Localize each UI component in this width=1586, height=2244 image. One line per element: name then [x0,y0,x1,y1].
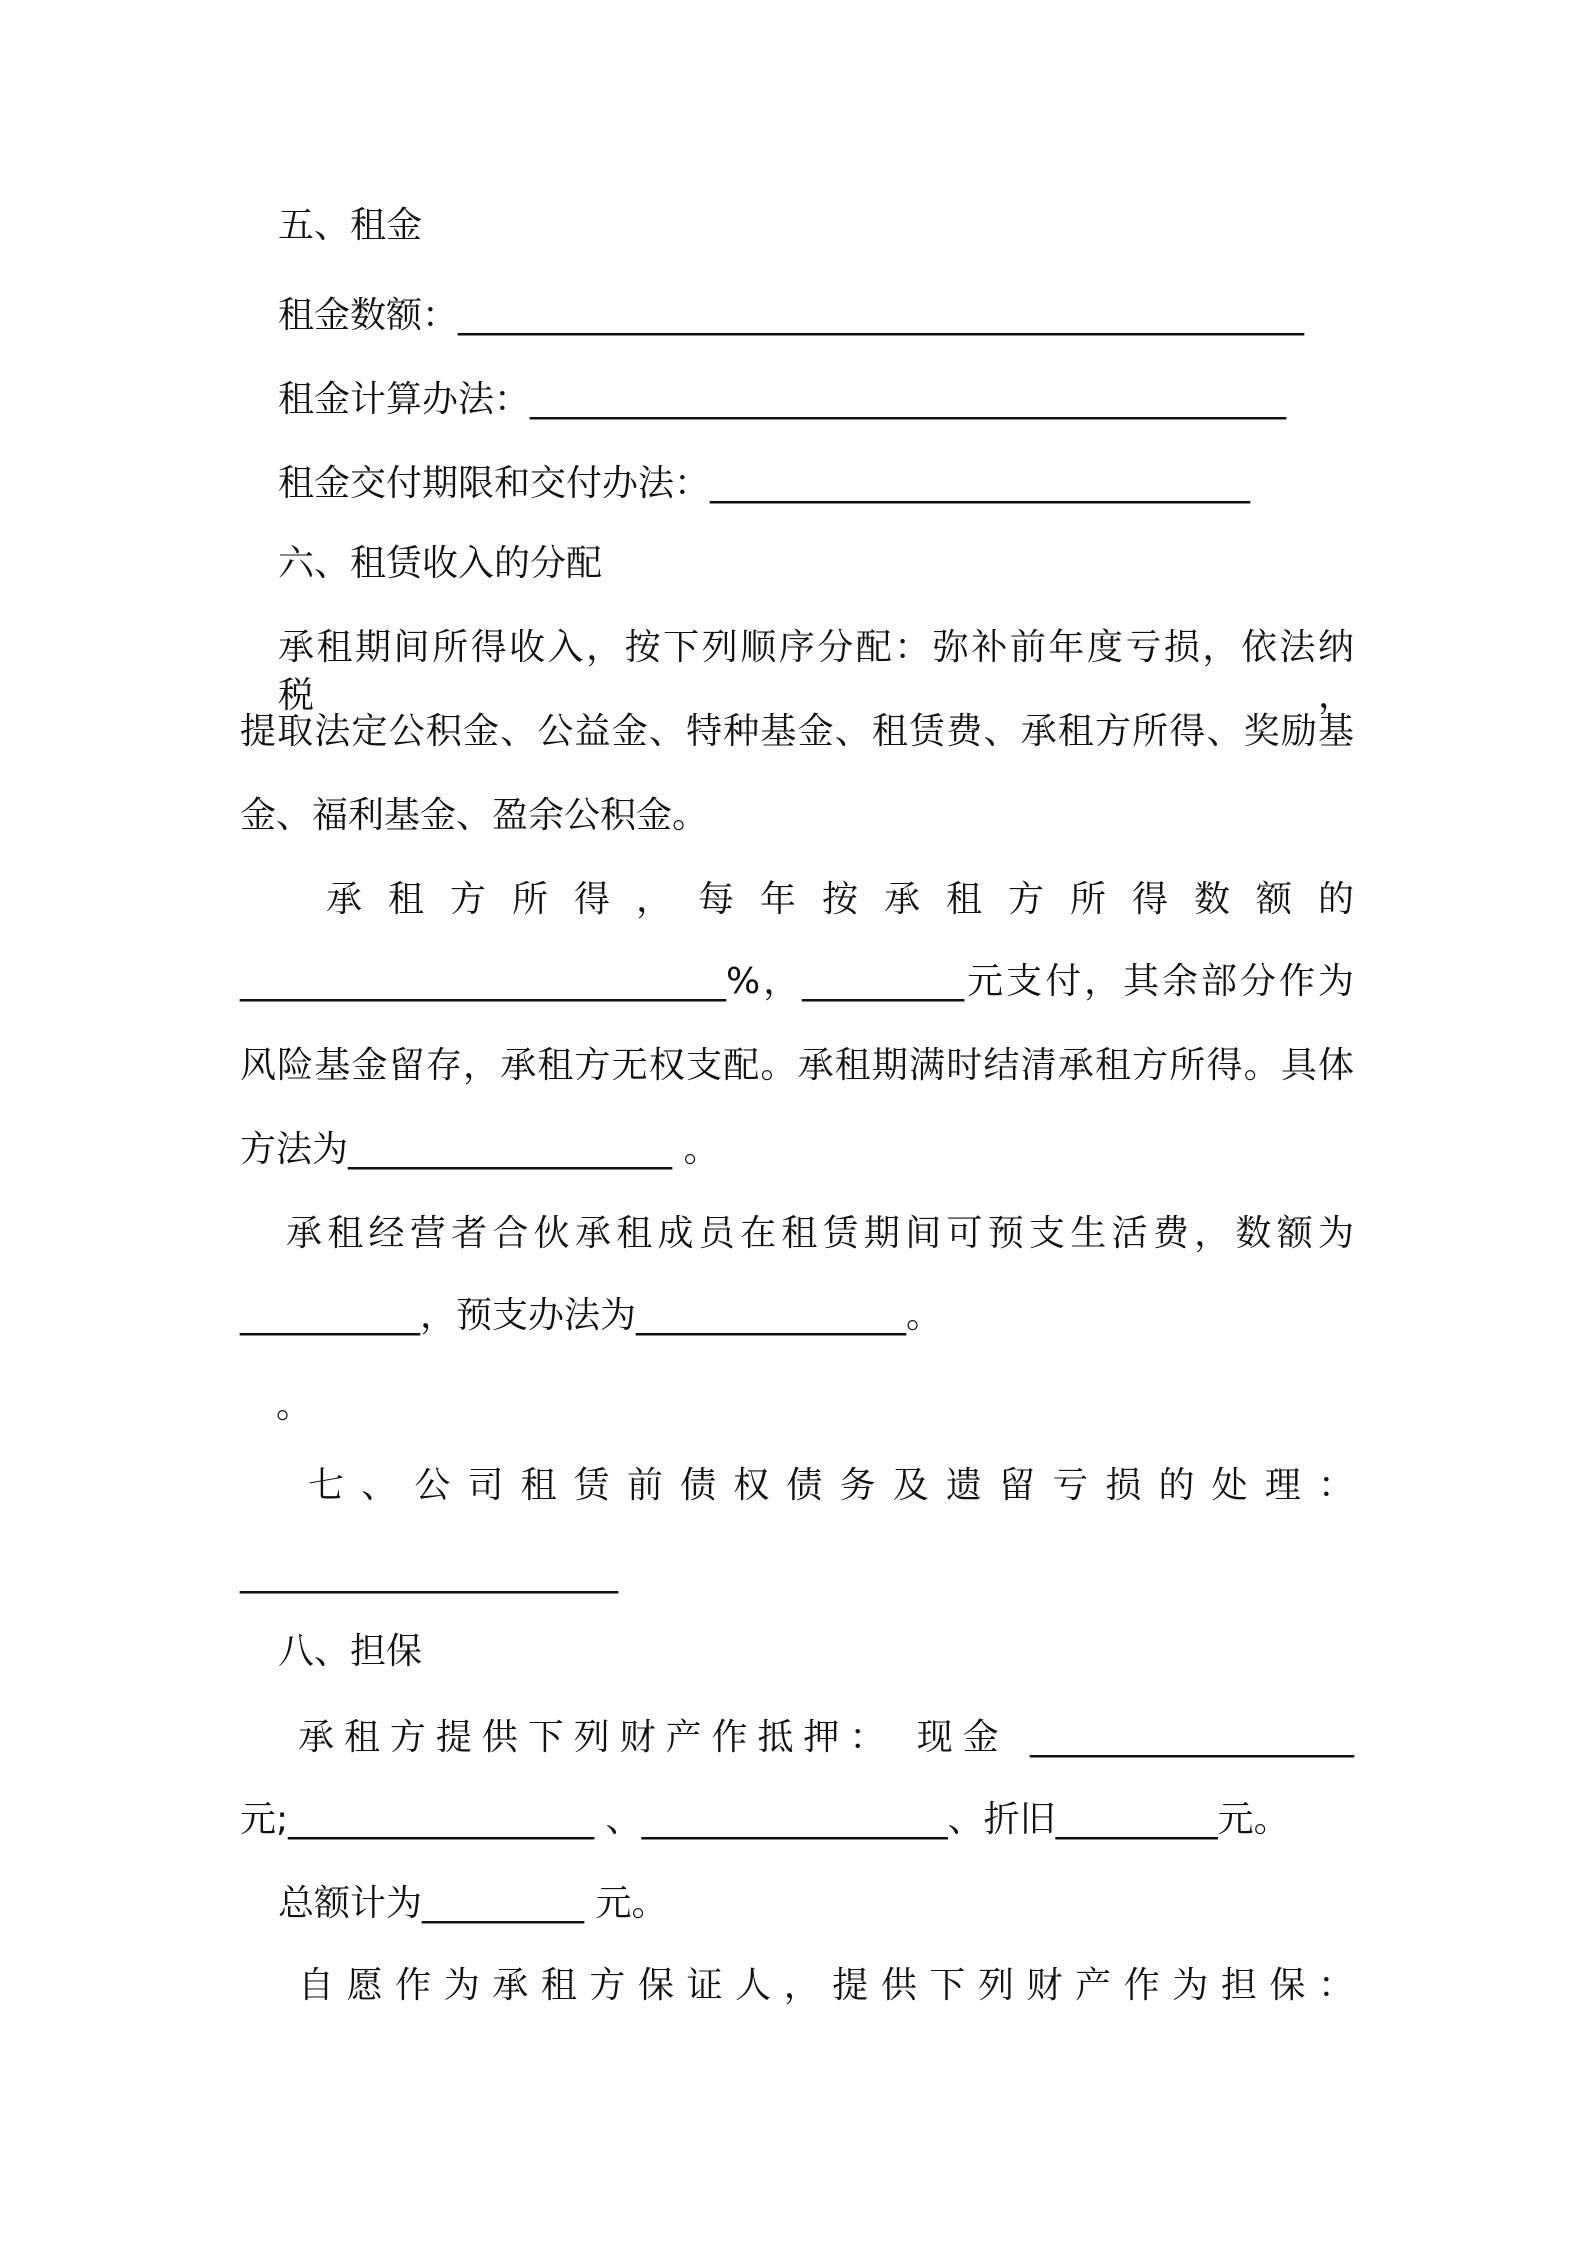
paragraph-line: __________，预支办法为_______________。 [240,1295,943,1336]
paragraph-line: 承 租 方 所 得 ， 每 年 按 承 租 方 所 得 数 额 的 [326,879,1354,920]
rent-calculation-field: 租金计算办法：__________________________________________ [278,379,1287,420]
blank-line: _____________________ [240,1553,618,1594]
section-6-heading: 六、租赁收入的分配 [278,543,603,584]
paragraph-line: 风险基金留存，承租方无权支配。承租期满时结清承租方所得。具体 [240,1045,1354,1086]
paragraph-line: ___________________________%，_________元支付，其余部分作为 [240,961,1354,1002]
paragraph-line: 总额计为_________ 元。 [278,1883,668,1924]
paragraph-line: 承租方提供下列财产作抵押： 现金 __________________ [298,1717,1354,1758]
paragraph-line: 提取法定公积金、公益金、特种基金、租赁费、承租方所得、奖励基 [240,711,1354,752]
paragraph-line: 元;_________________ 、_________________、折旧_________元。 [240,1799,1290,1840]
rent-payment-field: 租金交付期限和交付办法：______________________________ [278,463,1251,504]
stray-period: 。 [276,1385,313,1426]
paragraph-line: 金、福利基金、盈余公积金。 [240,795,709,836]
paragraph-line: 自愿作为承租方保证人，提供下列财产作为担保： [298,1965,1354,2006]
paragraph-line: 承租期间所得收入，按下列顺序分配：弥补前年度亏损，依法纳税， [278,627,1354,716]
paragraph-line: 承租经营者合伙承租成员在租赁期间可预支生活费，数额为 [286,1213,1354,1254]
paragraph-line: 方法为__________________ 。 [240,1129,720,1170]
section-8-heading: 八、担保 [278,1631,423,1672]
rent-amount-field: 租金数额：_______________________________________________ [278,295,1305,336]
section-5-heading: 五、租金 [278,205,423,246]
section-7-heading: 七、公司租赁前债权债务及遗留亏损的处理： [308,1465,1354,1506]
